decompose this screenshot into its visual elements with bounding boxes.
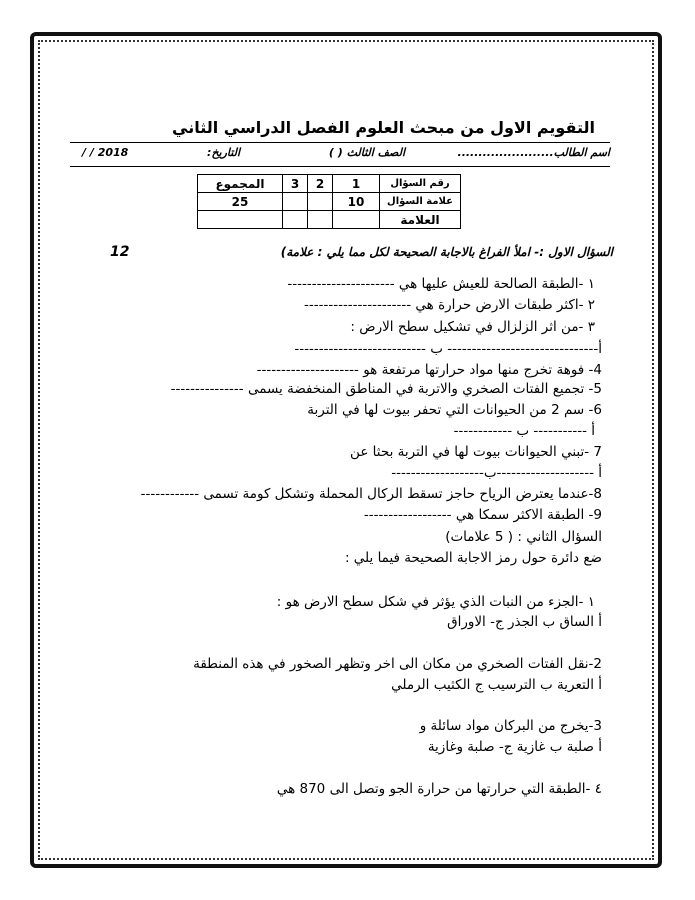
q1-line-4: أ------------------------------- ب ---------------------------	[294, 341, 602, 357]
q1-line-10: أ --------------------ب-------------------	[391, 465, 602, 481]
table-row	[198, 193, 461, 211]
date-label: التاريخ:	[207, 146, 240, 159]
table-cell	[283, 193, 308, 211]
q2-item-4-stem: ٤ -الطبقة التي حرارتها من حرارة الجو وتصل الى 870 هي	[276, 781, 602, 797]
q2-item-1-options: أ الساق ب الجذر ج- الاوراق	[447, 614, 602, 630]
q1-marks: 12	[110, 244, 130, 260]
table-row	[198, 211, 461, 229]
table-cell	[283, 211, 308, 229]
table-cell	[198, 211, 283, 229]
table-cell: العلامة	[380, 211, 461, 229]
q1-line-6: 5- تجميع الفتات الصخري والاتربة في المناطق المنخفضة يسمى ---------------	[170, 381, 602, 397]
table-cell: 1	[333, 175, 380, 193]
table-cell: 10	[333, 193, 380, 211]
table-cell: علامة السؤال	[380, 193, 461, 211]
table-cell	[308, 193, 333, 211]
q2-instruction: ضع دائرة حول رمز الاجابة الصحيحة فيما يلي :	[344, 550, 602, 566]
table-cell: 3	[283, 175, 308, 193]
q2-item-2-stem: 2-نقل الفتات الصخري من مكان الى اخر وتظهر الصخور في هذه المنطقة	[193, 656, 602, 672]
q2-heading: السؤال الثاني : ( 5 علامات)	[445, 529, 602, 545]
q1-line-12: 9- الطبقة الاكثر سمكا هي ------------------	[363, 507, 602, 523]
table-row	[198, 175, 461, 193]
student-name: اسم الطالب.......................	[457, 146, 610, 159]
q1-line-3: ٣ -من اثر الزلزال في تشكيل سطح الارض :	[350, 319, 595, 335]
q1-line-11: 8-عندما يعترض الرياح حاجز تسقط الركال المحملة وتشكل كومة تسمى ------------	[140, 486, 602, 502]
table-cell: المجموع	[198, 175, 283, 193]
table-cell: 25	[198, 193, 283, 211]
q1-line-5: 4- فوهة تخرج منها مواد حرارتها مرتفعة هو ---------------------	[256, 362, 602, 378]
table-cell	[308, 211, 333, 229]
q1-line-8: أ ----------- ب ------------	[453, 423, 595, 439]
q1-line-1: ١ -الطبقة الصالحة للعيش عليها هي ----------------------	[287, 276, 595, 292]
q1-heading: السؤال الاول :- املأ الفراغ بالاجابة الصحيحة لكل مما يلي : علامة)	[280, 245, 613, 259]
header-rule-top	[70, 142, 610, 143]
table-cell: 2	[308, 175, 333, 193]
q1-line-7: 6- سم 2 من الحيوانات التي تحفر بيوت لها في التربة	[307, 402, 602, 418]
table-cell	[333, 211, 380, 229]
q2-item-3-options: أ صلبة ب غازية ج- صلبة وغازية	[427, 739, 602, 755]
q1-line-9: 7 -تبني الحيوانات بيوت لها في التربة بحثا عن	[350, 444, 602, 460]
q2-item-1-stem: ١ -الجزء من النبات الذي يؤثر في شكل سطح الارض هو :	[276, 594, 595, 610]
q2-item-2-options: أ التعرية ب الترسيب ج الكثيب الرملي	[391, 677, 602, 693]
header-rule-bottom	[70, 166, 610, 167]
q2-item-3-stem: 3-يخرج من البركان مواد سائلة و	[419, 718, 602, 734]
grade-label: الصف الثالث ( )	[328, 146, 405, 159]
page-title: التقويم الاول من مبحث العلوم الفصل الدراسي الثاني	[172, 118, 595, 137]
score-table	[197, 174, 461, 229]
table-cell: رقم السؤال	[380, 175, 461, 193]
date-value: / / 2018	[82, 146, 129, 159]
q1-line-2: ٢ -اكثر طبقات الارض حرارة هي ----------------------	[303, 297, 595, 313]
